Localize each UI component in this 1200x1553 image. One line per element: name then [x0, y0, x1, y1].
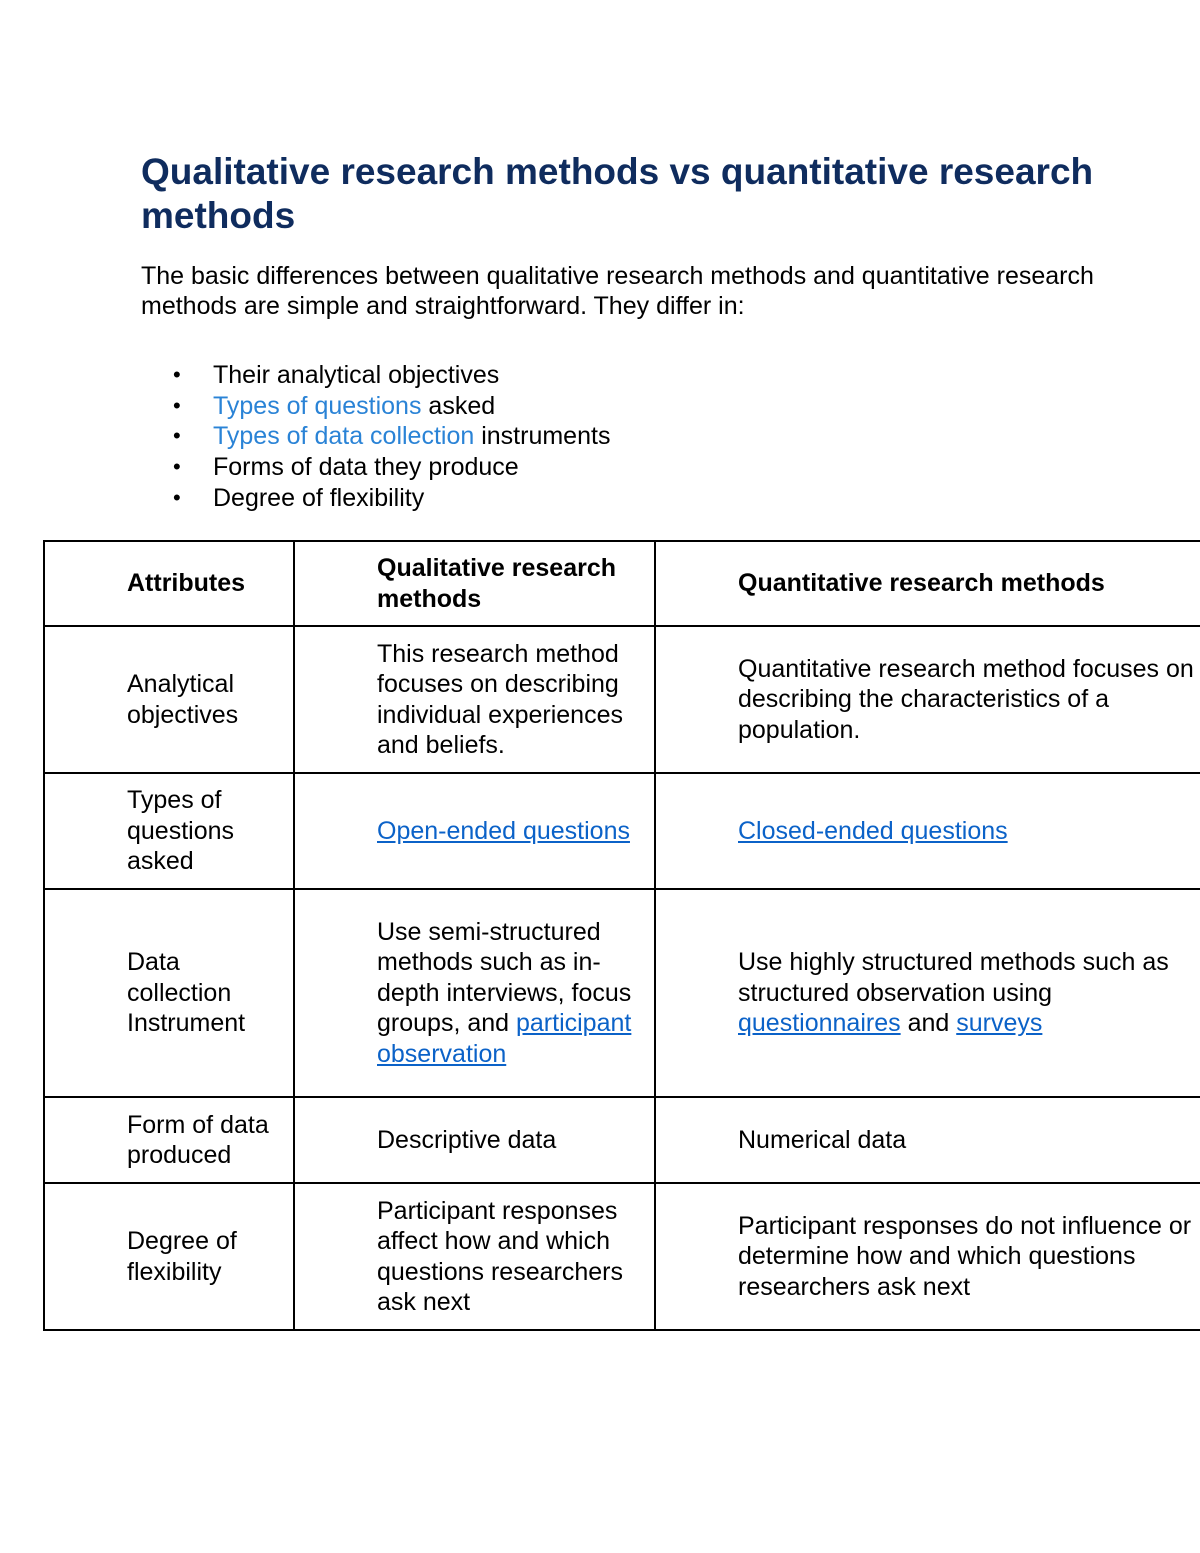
- table-row: [44, 1183, 1200, 1330]
- list-item: [141, 421, 610, 452]
- closed-ended-questions-link[interactable]: Closed-ended questions: [738, 816, 1008, 845]
- comparison-table: [43, 540, 1200, 1331]
- cell-text: Use highly structured methods such as structured observation using: [738, 948, 1169, 1007]
- list-item-text: Their analytical objectives: [213, 361, 500, 389]
- table-row: [44, 626, 1200, 773]
- types-of-questions-link[interactable]: Types of questions: [213, 391, 422, 420]
- bullet-icon: •: [173, 484, 181, 510]
- quantitative-cell: Numerical data: [655, 1097, 1200, 1183]
- differences-list: [141, 360, 610, 514]
- quantitative-cell: Quantitative research method focuses on describing the characteristics of a population.: [655, 626, 1200, 773]
- quantitative-cell: [655, 773, 1200, 889]
- qualitative-cell: [294, 773, 655, 889]
- header-qualitative: Qualitative research methods: [294, 541, 655, 626]
- list-item-text: Forms of data they produce: [213, 453, 519, 482]
- intro-paragraph: The basic differences between qualitative research methods and quantitative research methods are simple and straightforward. They differ in:: [141, 262, 1094, 320]
- row-attribute-cell: Form of data produced: [44, 1097, 294, 1183]
- list-item-text: asked: [421, 391, 496, 420]
- list-item-text: Degree of flexibility: [213, 483, 425, 512]
- list-item: [141, 483, 610, 514]
- header-quantitative: Quantitative research methods: [655, 541, 1200, 626]
- header-attributes: Attributes: [44, 541, 294, 626]
- list-item: [141, 391, 610, 422]
- bullet-icon: •: [173, 454, 181, 480]
- questionnaires-link[interactable]: questionnaires: [738, 1009, 901, 1038]
- bullet-icon: •: [173, 392, 181, 418]
- surveys-link[interactable]: surveys: [956, 1009, 1043, 1038]
- row-attribute-cell: Types of questions asked: [44, 773, 294, 889]
- qualitative-cell: [294, 889, 655, 1097]
- row-attribute-cell: Degree of flexibility: [44, 1183, 294, 1330]
- list-item: [141, 360, 610, 391]
- bullet-icon: •: [173, 362, 181, 387]
- table-header-row: [44, 541, 1200, 626]
- row-attribute-cell: Analytical objectives: [44, 626, 294, 773]
- open-ended-questions-link[interactable]: Open-ended questions: [377, 816, 630, 845]
- page-title: Qualitative research methods vs quantitative research methods: [141, 151, 1094, 236]
- participant-observation-link[interactable]: participant observation: [377, 1009, 632, 1068]
- qualitative-cell: This research method focuses on describing individual experiences and beliefs.: [294, 626, 655, 773]
- cell-text: and: [900, 1009, 957, 1038]
- quantitative-cell: [655, 889, 1200, 1097]
- table-row: [44, 773, 1200, 889]
- qualitative-cell: Descriptive data: [294, 1097, 655, 1183]
- cell-text: Use semi-structured methods such as in-depth interviews, focus groups, and: [377, 917, 632, 1038]
- table-row: [44, 889, 1200, 1097]
- bullet-icon: •: [173, 423, 181, 449]
- row-attribute-cell: Data collection Instrument: [44, 889, 294, 1097]
- list-item: [141, 452, 610, 483]
- quantitative-cell: Participant responses do not influence or determine how and which questions researchers ask next: [655, 1183, 1200, 1330]
- qualitative-cell: Participant responses affect how and which questions researchers ask next: [294, 1183, 655, 1330]
- list-item-text: instruments: [474, 422, 611, 451]
- types-of-data-collection-link[interactable]: Types of data collection: [213, 422, 475, 451]
- table-row: [44, 1097, 1200, 1183]
